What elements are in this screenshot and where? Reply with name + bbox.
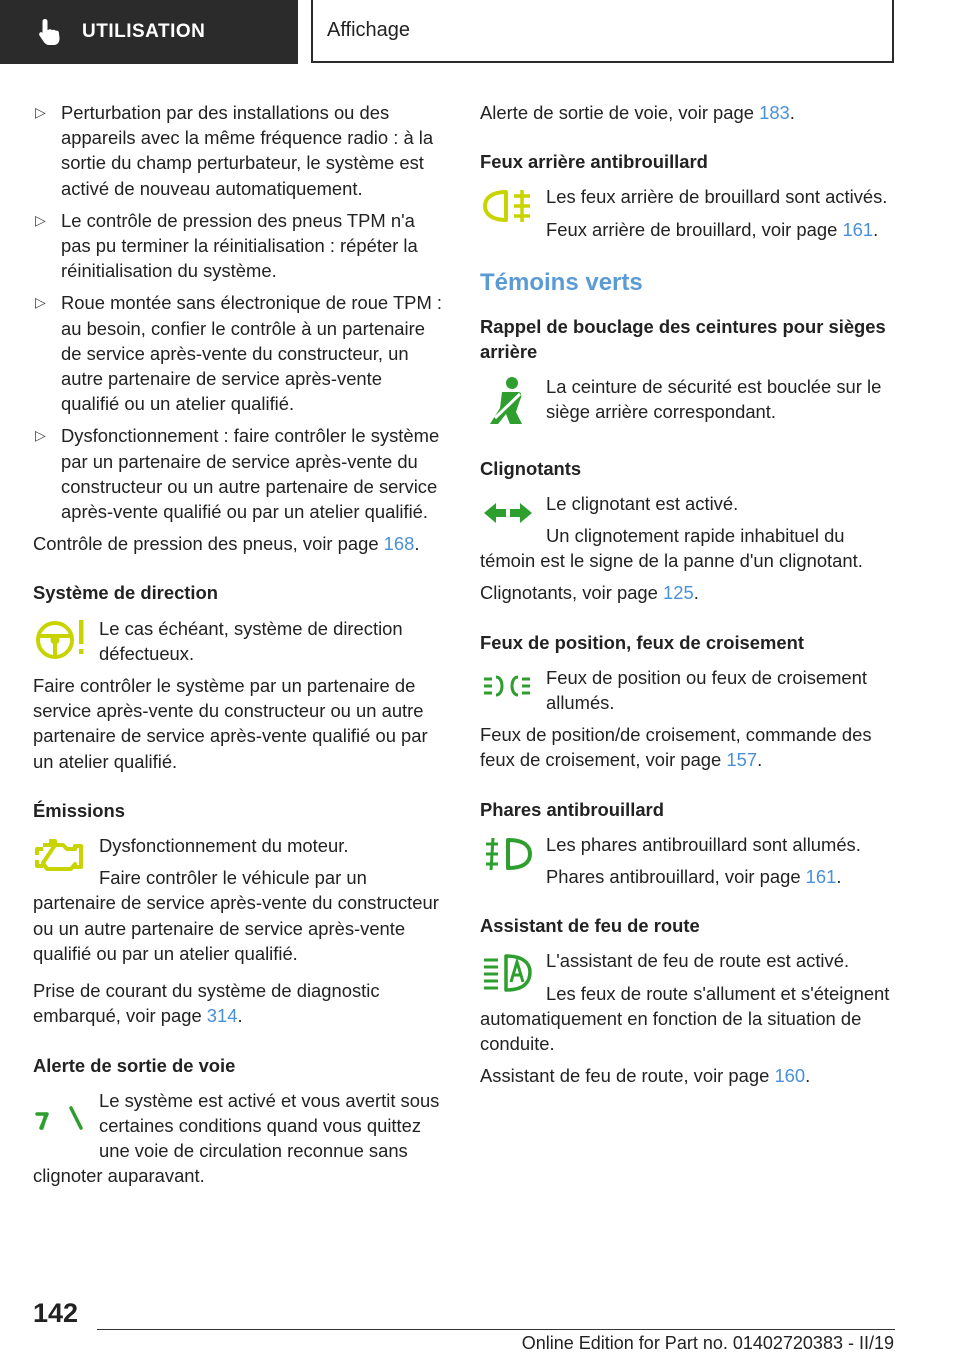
emissions-indicator bbox=[33, 833, 99, 887]
page-link-157[interactable]: 157 bbox=[726, 749, 758, 771]
page-link-314[interactable]: 314 bbox=[206, 1005, 238, 1027]
lane-reference: Alerte de sortie de voie, voir page 183. bbox=[480, 102, 795, 123]
triangle-bullet-icon: ▷ bbox=[35, 211, 46, 228]
list-item: ▷ Roue montée sans électronique de roue TPM : au besoin, confier le contrôle à un partenaire de service après-vente du constructeur, un autre partenaire de service après-vente qualifié ou un atelier qualifié. bbox=[35, 292, 442, 415]
turn-signal-icon bbox=[480, 491, 536, 537]
high-beam-assistant-icon bbox=[480, 948, 536, 998]
emissions-desc-2: Faire contrôler le véhicule par un partenaire de service après-vente du constructeur ou un autre partenaire de service après-vente qualifié ou par un atelier qualifié. bbox=[33, 867, 439, 964]
turn-reference: Clignotants, voir page 125. bbox=[480, 582, 699, 604]
parking-low-beam-icon bbox=[480, 665, 536, 711]
turn-indicator bbox=[480, 491, 546, 545]
front-fog-reference: Phares antibrouillard, voir page 161. bbox=[546, 866, 842, 888]
engine-warning-icon bbox=[33, 833, 89, 879]
turn-desc-1: Le clignotant est activé. bbox=[546, 492, 739, 514]
page-link-160[interactable]: 160 bbox=[774, 1065, 806, 1087]
steering-desc-1: Le cas échéant, système de direction défectueux. bbox=[99, 617, 403, 664]
rear-fog-light-icon bbox=[480, 184, 536, 230]
steering-warning-icon bbox=[33, 616, 89, 662]
highbeam-heading: Assistant de feu de route bbox=[480, 915, 700, 937]
triangle-bullet-icon: ▷ bbox=[35, 427, 46, 444]
footer-divider bbox=[97, 1329, 895, 1330]
emissions-heading: Émissions bbox=[33, 799, 125, 821]
lane-desc-1: Le système est activé et vous avertit sous certaines conditions quand vous quittez une voie de circulation reconnue sans clignoter auparavant. bbox=[33, 1089, 440, 1187]
seatbelt-icon bbox=[480, 374, 536, 428]
tpm-bullet-list bbox=[33, 100, 443, 524]
rear-fog-indicator bbox=[480, 184, 546, 238]
green-indicators-heading: Témoins verts bbox=[480, 268, 643, 296]
left-column bbox=[33, 100, 443, 1196]
highbeam-desc-1: L'assistant de feu de route est activé. bbox=[546, 950, 850, 972]
right-column bbox=[480, 100, 898, 1095]
rear-fog-reference: Feux arrière de brouillard, voir page 161. bbox=[546, 218, 879, 240]
triangle-bullet-icon: ▷ bbox=[35, 104, 46, 120]
page-link-183[interactable]: 183 bbox=[759, 102, 790, 123]
front-fog-indicator bbox=[480, 832, 546, 886]
seatbelt-heading: Rappel de bouclage des ceintures pour sièges arrière bbox=[480, 315, 886, 363]
lowbeam-desc-2: Feux de position/de croisement, commande des feux de croisement, voir page 157. bbox=[480, 724, 872, 771]
steering-indicator bbox=[33, 616, 99, 670]
turn-desc-2: Un clignotement rapide inhabituel du témoin est le signe de la panne d'un clignotant. bbox=[480, 525, 863, 572]
highbeam-desc-2: Les feux de route s'allument et s'éteignent automatiquement en fonction de la situation de conduite. bbox=[480, 982, 890, 1055]
page-link-125[interactable]: 125 bbox=[663, 582, 694, 604]
page-link-161b[interactable]: 161 bbox=[805, 866, 837, 888]
subsection-title: Affichage bbox=[327, 19, 411, 41]
lowbeam-desc-1: Feux de position ou feux de croisement allumés. bbox=[546, 666, 868, 714]
lowbeam-indicator bbox=[480, 665, 546, 719]
rear-fog-heading: Feux arrière antibrouillard bbox=[480, 151, 708, 173]
turn-heading: Clignotants bbox=[480, 457, 582, 479]
section-tab bbox=[0, 0, 298, 64]
front-fog-light-icon bbox=[480, 832, 536, 878]
page-link-168[interactable]: 168 bbox=[383, 533, 415, 555]
list-item: ▷ Perturbation par des installations ou des appareils avec la même fréquence radio : à la sortie du champ perturbateur, le système est activé de nouveau automatiquement. bbox=[35, 102, 434, 199]
emissions-desc-1: Dysfonctionnement du moteur. bbox=[99, 835, 349, 857]
lane-departure-icon bbox=[33, 1088, 89, 1138]
lane-indicator bbox=[33, 1088, 99, 1142]
subsection-box bbox=[311, 0, 894, 63]
list-item: ▷ Dysfonctionnement : faire contrôler le système par un partenaire de service après-vente du constructeur ou un autre partenaire de service après-vente qualifié ou par un atelier qualifié. bbox=[35, 425, 440, 523]
front-fog-heading: Phares antibrouillard bbox=[480, 798, 664, 820]
highbeam-indicator bbox=[480, 948, 546, 1002]
page-link-161[interactable]: 161 bbox=[842, 218, 874, 240]
steering-heading: Système de direction bbox=[33, 582, 218, 604]
seatbelt-indicator bbox=[480, 374, 546, 428]
rear-fog-desc: Les feux arrière de brouillard sont activés. bbox=[546, 186, 888, 208]
lane-heading: Alerte de sortie de voie bbox=[33, 1054, 236, 1076]
section-title: UTILISATION bbox=[82, 21, 206, 42]
triangle-bullet-icon: ▷ bbox=[35, 294, 46, 311]
lowbeam-heading: Feux de position, feux de croisement bbox=[480, 631, 804, 653]
highbeam-reference: Assistant de feu de route, voir page 160. bbox=[480, 1065, 811, 1087]
page-number: 142 bbox=[33, 1298, 79, 1328]
steering-desc-2: Faire contrôler le système par un partenaire de service après-vente du constructeur ou un autre partenaire de service après-vente qualifié ou par un atelier qualifié. bbox=[33, 675, 428, 772]
tpm-reference: Contrôle de pression des pneus, voir page 168. bbox=[33, 533, 420, 555]
list-item: ▷ Le contrôle de pression des pneus TPM n'a pas pu terminer la réinitialisation : répéter la réinitialisation du système. bbox=[35, 209, 418, 282]
seatbelt-desc: La ceinture de sécurité est bouclée sur le siège arrière correspondant. bbox=[546, 376, 882, 423]
emissions-reference: Prise de courant du système de diagnostic embarqué, voir page 314. bbox=[33, 980, 380, 1027]
front-fog-desc: Les phares antibrouillard sont allumés. bbox=[546, 833, 861, 855]
hand-pointer-icon bbox=[36, 17, 64, 47]
footer-edition: Online Edition for Part no. 01402720383 - II/19 bbox=[521, 1333, 894, 1353]
